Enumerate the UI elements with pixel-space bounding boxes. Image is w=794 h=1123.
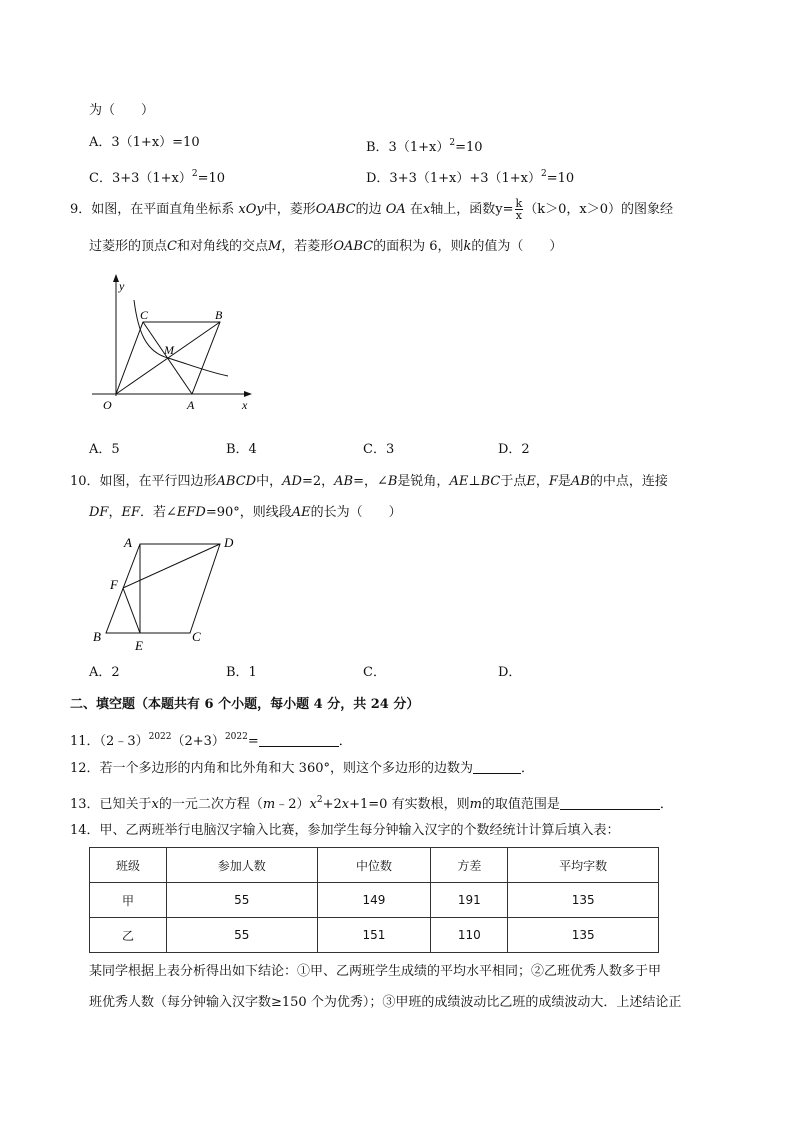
cell-class: 乙 (90, 918, 167, 953)
q13-x2: x (309, 797, 317, 812)
q9-label-m: M (164, 343, 174, 357)
q9-x-arrow (244, 391, 252, 397)
q14-conclusion-line1: 某同学根据上表分析得出如下结论：①甲、乙两班学生成绩的平均水平相同；②乙班优秀人数多于甲 (89, 964, 662, 979)
q11-sup1: 2022 (148, 732, 172, 742)
q13-x: x (151, 797, 159, 812)
q10-line2 (89, 504, 402, 522)
cell-average: 135 (508, 883, 659, 918)
q10-ab2: AB (570, 474, 590, 489)
q9-t11: 的值为（ ） (471, 239, 563, 254)
q9-frac-den: x (515, 209, 522, 222)
q9-choice-a: A．5 (89, 442, 120, 457)
q10-choice-a: A．2 (89, 665, 120, 680)
q10-t8: ， (535, 474, 549, 489)
q9-func-y: y= (495, 202, 514, 217)
q10-t2: 中， (256, 474, 283, 489)
q13-e: +1=0 有实数根，则 (349, 797, 470, 812)
q10-label-e: E (135, 638, 143, 653)
q10-t7: 于点 (500, 474, 527, 489)
q10-abcd: ABCD (216, 474, 257, 489)
q10-ab: AB (334, 474, 354, 489)
q13-c: ﹣2） (275, 797, 310, 812)
q13-f: 的取值范围是 (481, 797, 560, 812)
q10-t10: 的中点，连接 (589, 474, 668, 489)
q14-table (89, 847, 659, 953)
q10-ad: AD (282, 474, 302, 489)
q10-t12: ．若∠ (139, 505, 177, 520)
q13-d: +2 (322, 797, 342, 812)
q10-label-b: B (93, 629, 101, 644)
q9-choice-b: B．4 (226, 442, 257, 457)
cell-median: 149 (317, 883, 431, 918)
q10-df: DF (89, 505, 109, 520)
table-row (90, 883, 659, 918)
q9-t5: 轴上，函数 (430, 202, 496, 217)
q8-b-pre: B．3（1+x） (366, 140, 450, 155)
q11-sup2: 2022 (224, 732, 248, 742)
q8-d-pre: D．3+3（1+x）+3（1+x） (366, 171, 542, 186)
q12-text: 12．若一个多边形的内角和比外角和大 360°，则这个多边形的边数为 (70, 761, 473, 776)
table-header-row (90, 848, 659, 883)
q9-frac-num: k (515, 197, 523, 210)
q9-x: x (422, 202, 431, 217)
q10-efd: EFD (176, 505, 206, 520)
q9-xoy: xOy (238, 202, 264, 217)
section2-title: 二、填空题（本题共有 6 个小题，每小题 4 分，共 24 分） (70, 697, 420, 712)
q9-label-o: O (103, 398, 112, 412)
q9-line2 (89, 238, 562, 256)
q12 (70, 760, 534, 778)
q10-t6: ⊥ (468, 474, 481, 489)
q10-ae: AE (449, 474, 469, 489)
cell-median: 151 (317, 918, 431, 953)
q9-line1 (70, 198, 673, 222)
cell-variance: 110 (431, 918, 508, 953)
q8-b-sup: 2 (449, 138, 456, 148)
q8-choice-d (366, 165, 574, 188)
cell-participants: 55 (166, 883, 317, 918)
q9-t2: 中，菱形 (263, 202, 316, 217)
q9-t3: 的边 (355, 202, 382, 217)
q9-label-y: y (119, 279, 125, 293)
cell-participants: 55 (166, 918, 317, 953)
q12-answer-blank[interactable] (473, 760, 521, 774)
cell-class: 甲 (90, 883, 167, 918)
q10-bc: BC (480, 474, 501, 489)
q10-t1: 10．如图，在平行四边形 (70, 474, 217, 489)
q10-ae2: AE (291, 505, 311, 520)
q8-choice-c (89, 165, 225, 188)
q9-t7: 过菱形的顶点 (89, 239, 168, 254)
q13-end: ． (659, 797, 673, 812)
q8-c-pre: C．3+3（1+x） (89, 171, 192, 186)
q9-choice-c: C．3 (363, 442, 395, 457)
cell-average: 135 (508, 918, 659, 953)
q10-choice-c: C． (363, 665, 386, 680)
th-average: 平均字数 (508, 848, 659, 883)
q9-oabc2: OABC (333, 239, 374, 254)
q9-oa: OA (385, 202, 406, 217)
q14-intro: 14．甲、乙两班举行电脑汉字输入比赛，参加学生每分钟输入汉字的个数经统计计算后填入表： (70, 823, 620, 838)
q8-choice-a: A．3（1+x）=10 (89, 135, 200, 150)
q11-c: = (247, 734, 259, 749)
q10-t14: 的长为（ ） (310, 505, 402, 520)
q12-end: ． (521, 761, 535, 776)
q9-label-a: A (187, 398, 195, 412)
table-row (90, 918, 659, 953)
th-median: 中位数 (317, 848, 431, 883)
q13-m2: m (469, 797, 482, 812)
q13-b: 的一元二次方程（ (158, 797, 263, 812)
q8-c-post: =10 (197, 171, 226, 186)
q10-ef: EF (121, 505, 140, 520)
q10-f: F (548, 474, 558, 489)
q10-choice-b: B．1 (226, 665, 257, 680)
q10-choice-d: D． (498, 665, 522, 680)
q10-e: E (526, 474, 536, 489)
q10-label-a: A (124, 535, 132, 550)
q10-label-c: C (192, 629, 201, 644)
q8-choice-b (366, 134, 483, 157)
q10-line1 (70, 473, 668, 491)
q11-answer-blank[interactable] (259, 733, 339, 747)
q9-t1: 9．如图，在平面直角坐标系 (70, 202, 235, 217)
q9-k: k (463, 239, 472, 254)
q11-b: （2+3） (171, 734, 225, 749)
q9-m: M (267, 239, 282, 254)
q9-c: C (167, 239, 177, 254)
q10-t13: =90°，则线段 (205, 505, 292, 520)
q10-t11: ， (108, 505, 122, 520)
q10-label-f: F (110, 577, 118, 592)
q10-bang: B (387, 474, 398, 489)
q9-figure (88, 272, 258, 420)
q10-segment-ef (123, 588, 140, 633)
q13 (70, 791, 673, 814)
q13-a: 13．已知关于 (70, 797, 152, 812)
q10-t9: 是 (557, 474, 571, 489)
q11-a: 11．（2﹣3） (70, 734, 149, 749)
q9-oabc: OABC (315, 202, 356, 217)
q11 (70, 728, 352, 751)
q8-b-post: =10 (455, 140, 483, 155)
q13-answer-blank[interactable] (560, 796, 660, 810)
q9-t6: （k＞0，x＞0）的图象经 (524, 202, 673, 217)
q8-d-post: =10 (546, 171, 575, 186)
q10-t3: =2， (301, 474, 335, 489)
q14-conclusion-line2: 班优秀人数（每分钟输入汉字数≥150 个为优秀）；③甲班的成绩波动比乙班的成绩波动大．上述结论正 (89, 995, 682, 1010)
q9-label-c: C (140, 308, 149, 322)
q10-label-d: D (224, 535, 234, 550)
q10-t5: 是锐角， (397, 474, 450, 489)
q9-fraction (515, 198, 524, 221)
q8-c-sup: 2 (191, 169, 198, 179)
th-participants: 参加人数 (166, 848, 317, 883)
q9-t10: 的面积为 6，则 (373, 239, 464, 254)
q11-end: ． (338, 734, 352, 749)
q10-figure (88, 530, 248, 656)
q10-t4: =，∠ (353, 474, 388, 489)
q13-sup: 2 (316, 795, 323, 805)
th-variance: 方差 (431, 848, 508, 883)
q9-t8: 和对角线的交点 (176, 239, 268, 254)
q9-t4: 在 (409, 202, 423, 217)
q9-label-b: B (215, 308, 223, 322)
q9-label-x: x (242, 398, 248, 412)
q8-d-sup: 2 (541, 169, 547, 179)
q9-choice-d: D．2 (498, 442, 530, 457)
cell-variance: 191 (431, 883, 508, 918)
q13-m: m (262, 797, 276, 812)
q13-x3: x (341, 797, 350, 812)
q8-continuation: 为（ ） (89, 103, 155, 118)
th-class: 班级 (90, 848, 167, 883)
q9-t9: ，若菱形 (281, 239, 334, 254)
